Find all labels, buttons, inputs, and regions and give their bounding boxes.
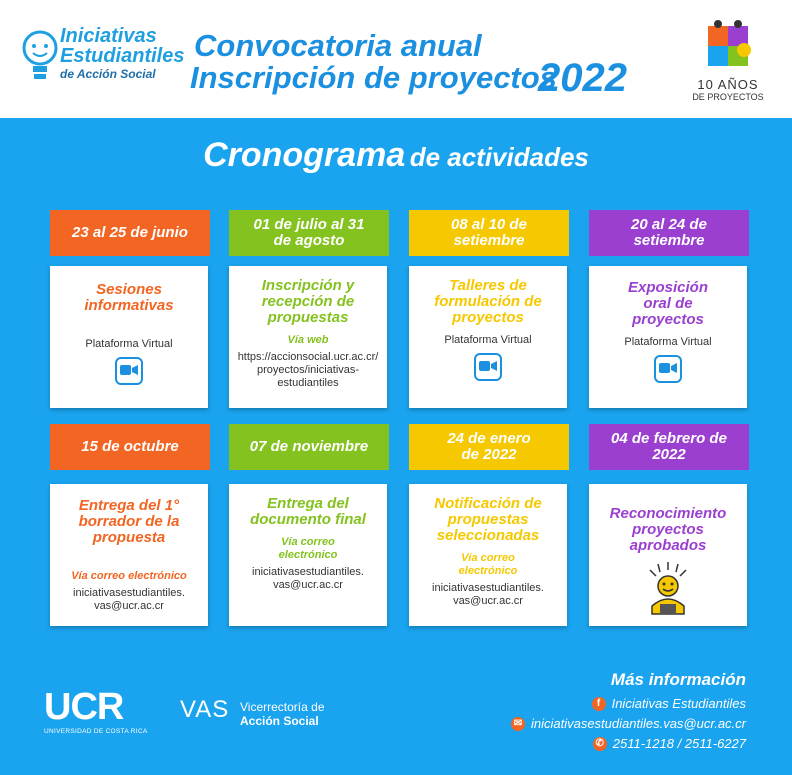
logo-line3: de Acción Social (60, 67, 156, 81)
logo-line2: Estudiantiles (60, 45, 185, 67)
activity-title: Inscripción y recepción de propuestas (261, 277, 355, 326)
email-row[interactable] (511, 714, 746, 734)
activity-title: Sesiones informativas (84, 281, 174, 314)
logo10-line2: DE PROYECTOS (692, 92, 764, 102)
activity-via: Vía correo electrónico (278, 536, 338, 561)
vas-logo (180, 696, 325, 728)
activity-via: Vía correo electrónico (458, 552, 518, 577)
activity-card (409, 484, 567, 626)
activity-card (229, 266, 387, 408)
date-label: 24 de enero de 2022 (409, 424, 569, 470)
activity-detail: https://accionsocial.ucr.ac.cr/ proyectos/iniciativas- estudiantiles (237, 351, 379, 389)
date-label: 01 de julio al 31 de agosto (229, 210, 389, 256)
phone-icon: ✆ (593, 737, 607, 751)
date-label: 07 de noviembre (229, 424, 389, 470)
email-text: iniciativasestudiantiles.vas@ucr.ac.cr (530, 716, 746, 731)
date-label: 20 al 24 de setiembre (589, 210, 749, 256)
activity-detail: iniciativasestudiantiles. vas@ucr.ac.cr (73, 587, 185, 612)
title-block (190, 28, 670, 100)
activity-card (589, 484, 747, 626)
date-label: 23 al 25 de junio (50, 210, 210, 256)
vas-line2: Acción Social (240, 714, 319, 728)
activity-title: Entrega del documento final (250, 495, 366, 528)
date-label: 04 de febrero de 2022 (589, 424, 749, 470)
info-title: Más información (610, 670, 746, 689)
activity-via: Vía correo electrónico (71, 570, 187, 582)
activity-title: Reconocimiento proyectos aprobados (609, 505, 727, 554)
video-icon (654, 355, 682, 383)
email-icon: ✉ (511, 717, 525, 731)
contact-info (511, 670, 746, 754)
activity-title: Notificación de propuestas seleccionadas (434, 495, 542, 544)
activity-card (50, 266, 208, 408)
facebook-icon: f (592, 697, 606, 711)
activity-card (229, 484, 387, 626)
vas-text: VAS (180, 696, 230, 723)
date-label: 08 al 10 de setiembre (409, 210, 569, 256)
ucr-logo (44, 688, 147, 735)
ten-years-logo (688, 20, 768, 108)
activity-detail: iniciativasestudiantiles. vas@ucr.ac.cr (432, 582, 544, 607)
title-line2: Inscripción de proyectos (190, 60, 557, 95)
logo10-line1: 10 AÑOS (697, 77, 759, 92)
activity-card (409, 266, 567, 408)
logo-line1: Iniciativas (60, 25, 157, 47)
activity-title: Talleres de formulación de proyectos (434, 277, 542, 326)
phone-text: 2511-1218 / 2511-6227 (612, 736, 746, 751)
facebook-text: Iniciativas Estudiantiles (611, 696, 746, 711)
video-icon (474, 353, 502, 381)
activity-detail: Plataforma Virtual (624, 336, 712, 348)
heading (0, 136, 792, 175)
activity-title: Exposición oral de proyectos (627, 279, 709, 328)
heading-big: Cronograma (203, 136, 406, 174)
lightbulb-icon (20, 26, 60, 88)
activity-title: Entrega del 1° borrador de la propuesta (78, 497, 180, 546)
title-line1: Convocatoria anual (194, 28, 482, 63)
activity-card (50, 484, 208, 626)
vas-line1: Vicerrectoría de (240, 700, 325, 714)
puzzle-icon (688, 20, 768, 76)
ucr-subtitle: UNIVERSIDAD DE COSTA RICA (44, 728, 148, 735)
activity-detail: Plataforma Virtual (85, 338, 173, 350)
title-year: 2022 (538, 56, 627, 100)
iniciativas-logo (20, 20, 190, 100)
activity-detail: Plataforma Virtual (444, 334, 532, 346)
video-icon (115, 357, 143, 385)
facebook-row[interactable] (511, 694, 746, 714)
heading-small: de actividades (409, 142, 589, 172)
header (0, 0, 792, 118)
phone-row[interactable] (511, 734, 746, 754)
date-label: 15 de octubre (50, 424, 210, 470)
celebration-icon (642, 560, 694, 616)
activity-card (589, 266, 747, 408)
main-panel (0, 118, 792, 775)
activity-via: Vía web (287, 334, 329, 346)
ucr-text: UCR (44, 686, 124, 728)
activity-detail: iniciativasestudiantiles. vas@ucr.ac.cr (252, 566, 364, 591)
